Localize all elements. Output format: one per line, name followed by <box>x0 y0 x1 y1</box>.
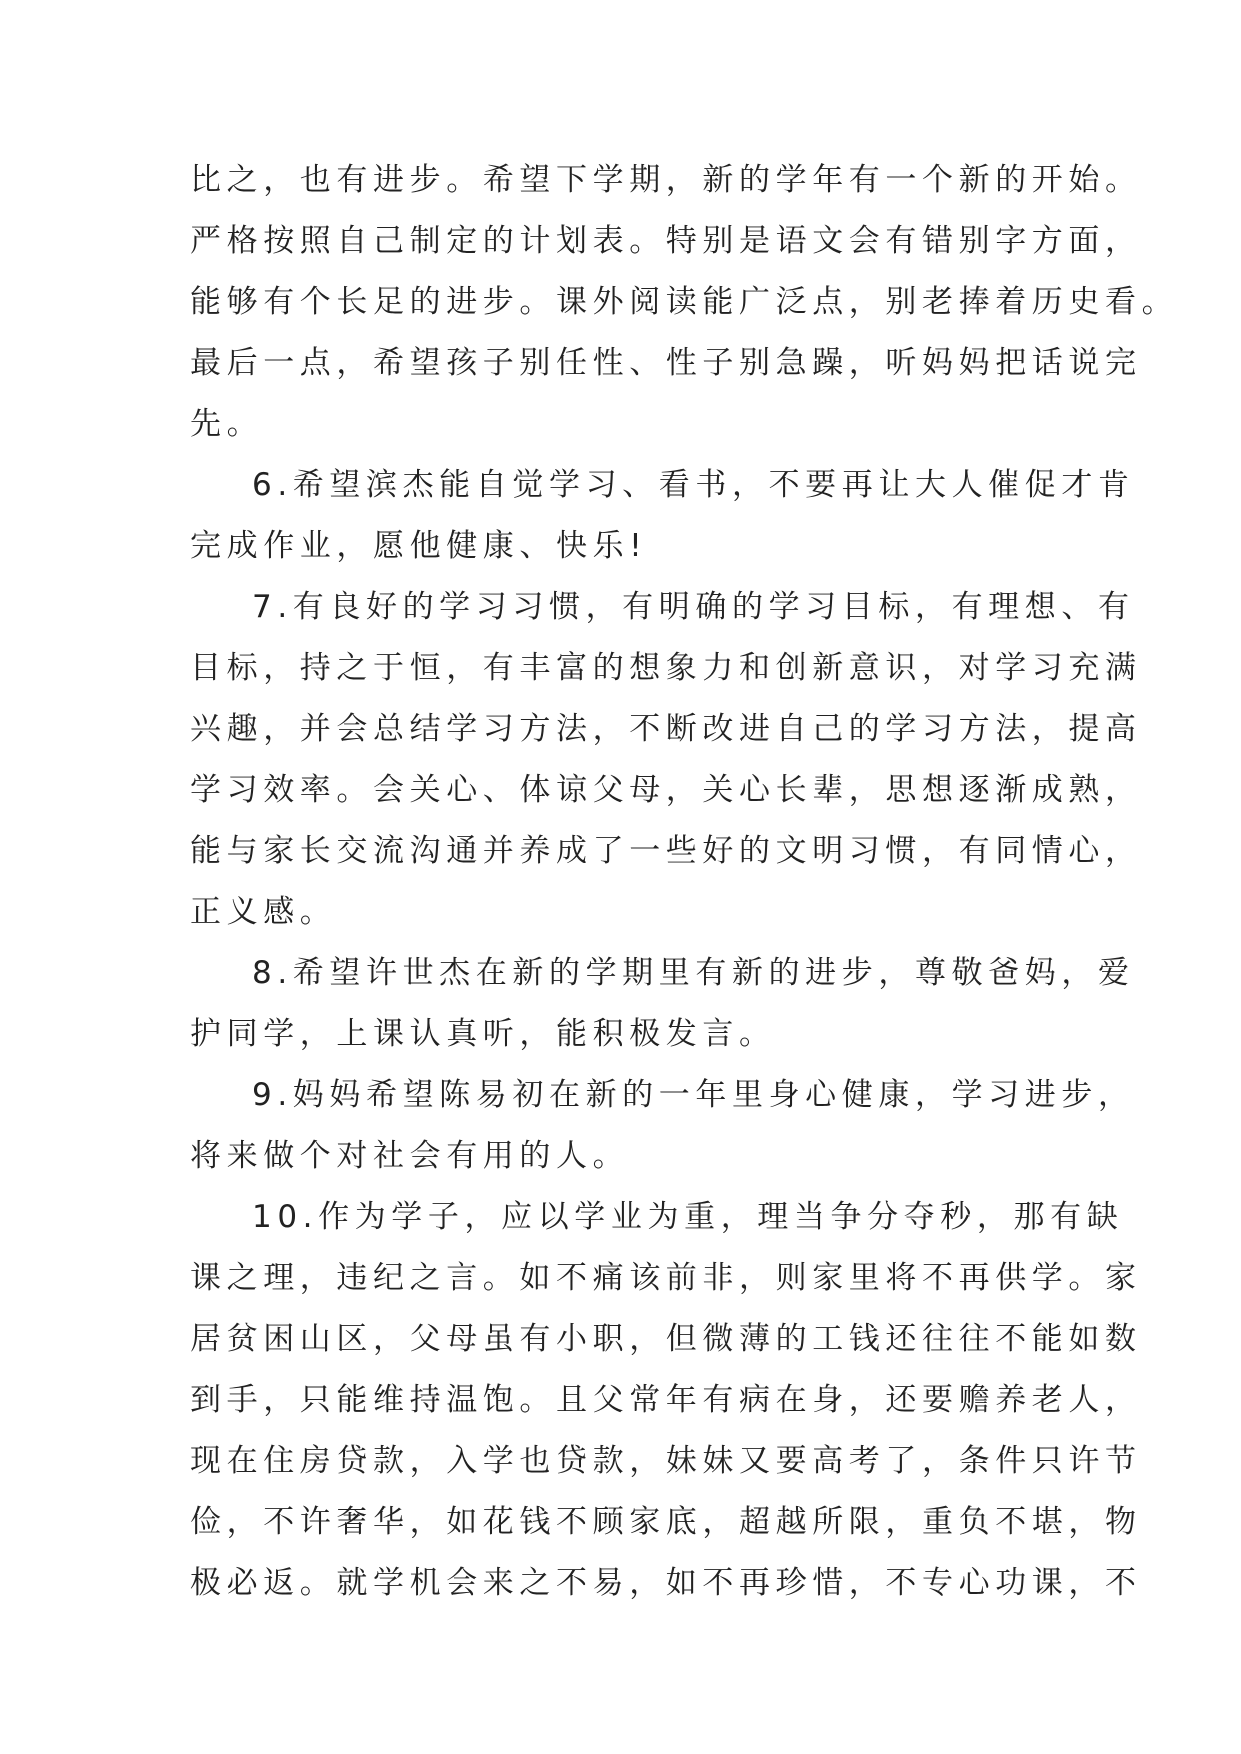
text-line: 正义感。 <box>190 894 337 930</box>
text-line: 护同学，上课认真听，能积极发言。 <box>190 1016 776 1052</box>
text-line: 兴趣，并会总结学习方法，不断改进自己的学习方法，提高 <box>190 711 1142 747</box>
text-line: 最后一点，希望孩子别任性、性子别急躁，听妈妈把话说完 <box>190 345 1142 381</box>
text-line: 现在住房贷款，入学也贷款，妹妹又要高考了，条件只许节 <box>190 1443 1142 1479</box>
text-line: 9.妈妈希望陈易初在新的一年里身心健康，学习进步， <box>252 1077 1135 1113</box>
text-line: 比之，也有进步。希望下学期，新的学年有一个新的开始。 <box>190 162 1142 198</box>
text-line: 8.希望许世杰在新的学期里有新的进步，尊敬爸妈，爱 <box>252 955 1135 991</box>
text-line: 10.作为学子，应以学业为重，理当争分夺秒，那有缺 <box>252 1199 1124 1235</box>
text-line: 6.希望滨杰能自觉学习、看书，不要再让大人催促才肯 <box>252 467 1135 503</box>
text-line: 目标，持之于恒，有丰富的想象力和创新意识，对学习充满 <box>190 650 1142 686</box>
text-line: 到手，只能维持温饱。且父常年有病在身，还要赡养老人， <box>190 1382 1142 1418</box>
text-line: 极必返。就学机会来之不易，如不再珍惜，不专心功课，不 <box>190 1565 1142 1601</box>
text-line: 课之理，违纪之言。如不痛该前非，则家里将不再供学。家 <box>190 1260 1142 1296</box>
text-line: 7.有良好的学习习惯，有明确的学习目标，有理想、有 <box>252 589 1135 625</box>
text-line: 能与家长交流沟通并养成了一些好的文明习惯，有同情心， <box>190 833 1142 869</box>
document-body <box>190 150 1179 1614</box>
text-line: 严格按照自己制定的计划表。特别是语文会有错别字方面， <box>190 223 1142 259</box>
text-line: 学习效率。会关心、体谅父母，关心长辈，思想逐渐成熟， <box>190 772 1142 808</box>
text-line: 俭，不许奢华，如花钱不顾家底，超越所限，重负不堪，物 <box>190 1504 1142 1540</box>
text-line: 先。 <box>190 406 264 442</box>
text-line: 将来做个对社会有用的人。 <box>190 1138 630 1174</box>
text-line: 居贫困山区，父母虽有小职，但微薄的工钱还往往不能如数 <box>190 1321 1142 1357</box>
text-line: 能够有个长足的进步。课外阅读能广泛点，别老捧着历史看。 <box>190 284 1179 320</box>
text-line: 完成作业，愿他健康、快乐! <box>190 528 648 564</box>
